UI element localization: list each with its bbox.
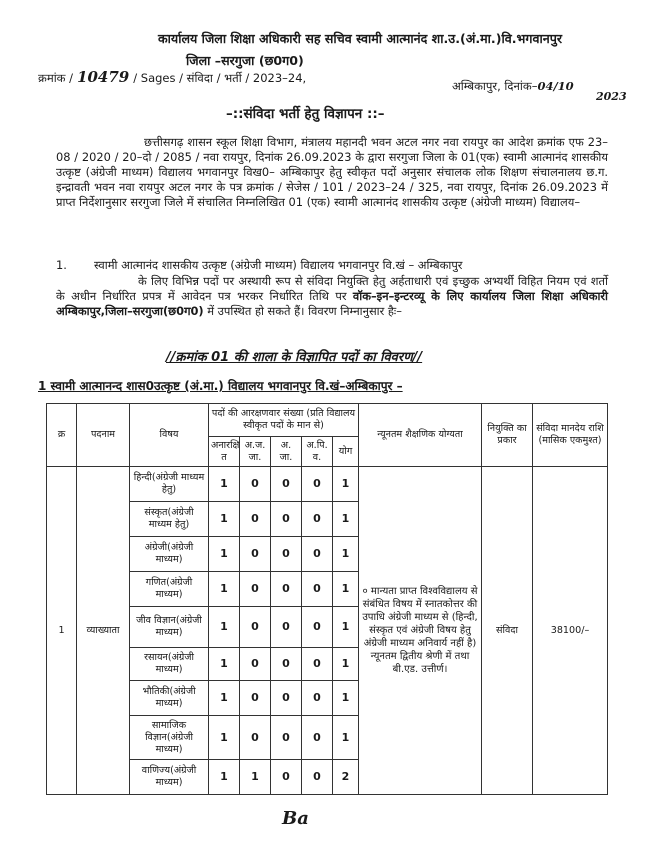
unreserved-cell: 1: [209, 681, 240, 716]
subject-cell: रसायन(अंग्रेजी माध्यम): [130, 648, 209, 681]
subject-cell: वाणिज्य(अंग्रेजी माध्यम): [130, 760, 209, 795]
honorarium-cell: 38100/–: [533, 467, 608, 795]
sc-cell: 0: [240, 607, 271, 648]
reference-number: 10479: [77, 68, 130, 86]
obc-cell: 0: [302, 607, 333, 648]
total-cell: 2: [333, 760, 359, 795]
st-cell: 0: [271, 648, 302, 681]
school-heading: 1 स्वामी आत्मानन्द शास0उत्कृष्ट (अं.मा.) विद्यालय भगवानपुर वि.खं–अम्बिकापुर –: [38, 379, 403, 393]
date-month: 10: [557, 79, 574, 93]
unreserved-cell: 1: [209, 716, 240, 760]
sc-cell: 0: [240, 648, 271, 681]
sc-cell: 0: [240, 572, 271, 607]
header-serial: क्र: [47, 404, 77, 467]
signature: Ba: [282, 808, 309, 829]
posts-table: [46, 403, 608, 795]
post-cell: व्याख्याता: [77, 467, 130, 795]
header-qualification: न्यूनतम शैक्षणिक योग्यता: [359, 404, 482, 467]
sc-cell: 0: [240, 537, 271, 572]
walkin-text-bold: वॉक–इन–इन्टरव्यू के लिए कार्यालय जिला शिक्षा अधिकारी अम्बिकापुर,जिला–सरगुजा(छ0ग0): [56, 288, 609, 318]
qualification-cell: [359, 467, 482, 795]
total-cell: 1: [333, 648, 359, 681]
appointment-type-cell: संविदा: [482, 467, 533, 795]
header-total: योग: [333, 437, 359, 467]
header-sc: अ.ज. जा.: [240, 437, 271, 467]
sc-cell: 0: [240, 467, 271, 502]
st-cell: 0: [271, 760, 302, 795]
date-line: अम्बिकापुर, दिनांक–04/10: [452, 79, 574, 93]
total-cell: 1: [333, 467, 359, 502]
walkin-text-part1: के लिए विभिन्न पदों पर अस्थायी रूप से संविदा नियुक्ति हेतु अर्हताधारी एवं इच्छुक अभ्यर्थी विहित नियम एवं शर्तो के अधीन निर्धारित प्रपत्र में आवेदन पत्र भरकर निर्धारित तिथि पर: [56, 274, 608, 303]
subject-cell: हिन्दी(अंग्रेजी माध्यम हेतु): [130, 467, 209, 502]
unreserved-cell: 1: [209, 760, 240, 795]
unreserved-cell: 1: [209, 648, 240, 681]
district-header: जिला –सरगुजा (छ0ग0): [186, 53, 304, 68]
st-cell: 0: [271, 607, 302, 648]
header-obc: अ.पि. व.: [302, 437, 333, 467]
walkin-text-part2: में उपस्थित हो सकते हैं। विवरण निम्नानुसार हैः–: [207, 303, 402, 318]
date-year: 2023: [596, 90, 627, 103]
advertisement-title: –::संविदा भर्ती हेतु विज्ञापन ::–: [226, 106, 385, 122]
unreserved-cell: 1: [209, 572, 240, 607]
obc-cell: 0: [302, 572, 333, 607]
header-subject: विषय: [130, 404, 209, 467]
obc-cell: 0: [302, 681, 333, 716]
subject-cell: सामाजिक विज्ञान(अंग्रेजी माध्यम): [130, 716, 209, 760]
unreserved-cell: 1: [209, 537, 240, 572]
st-cell: 0: [271, 716, 302, 760]
bullet-icon: ०: [362, 586, 368, 597]
header-reservation: पदों की आरक्षणवार संख्या (प्रति विद्यालय स्वीकृत पदों के मान से): [209, 404, 359, 437]
posts-details-heading: //क्रमांक 01 की शाला के विज्ञापित पदों का विवरण//: [166, 350, 423, 365]
serial-cell: 1: [47, 467, 77, 795]
header-honorarium: संविदा मानदेय राशि (मासिक एकमुश्त): [533, 404, 608, 467]
obc-cell: 0: [302, 760, 333, 795]
school-item-name: स्वामी आत्मानंद शासकीय उत्कृष्ट (अंग्रेजी माध्यम) विद्यालय भगवानपुर वि.खं – अम्बिकापुर: [94, 258, 463, 272]
subject-cell: जीव विज्ञान(अंग्रेजी माध्यम): [130, 607, 209, 648]
reference-line: [38, 68, 306, 86]
unreserved-cell: 1: [209, 502, 240, 537]
obc-cell: 0: [302, 467, 333, 502]
table-row: [47, 467, 608, 502]
header-st: अ. जा.: [271, 437, 302, 467]
school-item: [56, 258, 608, 273]
sc-cell: 0: [240, 502, 271, 537]
qualification-text: मान्यता प्राप्त विश्वविद्यालय से संबंधित विषय में स्नातकोत्तर की उपाधि अंग्रेजी माध्यम से (हिन्दी, संस्कृत एवं अंग्रेजी विषय हेतु अंग्रेजी माध्यम अनिवार्य नहीं है) न्यूनतम द्वितीय श्रेणी में तथा बी.एड. उत्तीर्ण।: [362, 586, 478, 675]
obc-cell: 0: [302, 502, 333, 537]
intro-paragraph-text: छत्तीसगढ़ शासन स्कूल शिक्षा विभाग, मंत्रालय महानदी भवन अटल नगर नवा रायपुर का आदेश क्रमांक एफ 23–08 / 2020 / 20–दो / 2085 / नवा रायपुर, दिनांक 26.09.2023 के द्वारा सरगुजा जिला के 01(एक) स्वामी आत्मानंद शासकीय उत्कृष्ट (अंग्रेजी माध्यम) विद्यालय भगवानपुर विख0– अम्बिकापुर हेतु स्वीकृत पदों अनुसार संचालक लोक शिक्षण संचालनालय छ.ग. इन्द्रावती भवन नवा रायपुर अटल नगर के पत्र क्रमांक / सेजेस / 101 / 2023–24 / 325, नवा रायपुर, दिनांक 26.09.2023 में प्राप्त निर्देशानुसार सरगुजा जिले में संचालित निम्नलिखित 01 (एक) स्वामी आत्मानंद शासकीय उत्कृष्ट (अंग्रेजी माध्यम) विद्यालय–: [56, 135, 608, 209]
intro-paragraph: [56, 135, 608, 210]
sc-cell: 0: [240, 681, 271, 716]
reference-rest: / Sages / संविदा / भर्ती / 2023–24,: [133, 71, 307, 85]
obc-cell: 0: [302, 648, 333, 681]
total-cell: 1: [333, 502, 359, 537]
st-cell: 0: [271, 681, 302, 716]
obc-cell: 0: [302, 716, 333, 760]
reference-prefix: क्रमांक /: [38, 71, 74, 85]
total-cell: 1: [333, 716, 359, 760]
office-header: कार्यालय जिला शिक्षा अधिकारी सह सचिव स्वामी आत्मानंद शा.उ.(अं.मा.)वि.भगवानपुर: [157, 31, 563, 46]
school-item-number: 1.: [56, 258, 67, 272]
subject-cell: गणित(अंग्रेजी माध्यम): [130, 572, 209, 607]
header-unreserved: अनारक्षि त: [209, 437, 240, 467]
st-cell: 0: [271, 502, 302, 537]
subject-cell: अंग्रेजी(अंग्रेजी माध्यम): [130, 537, 209, 572]
unreserved-cell: 1: [209, 607, 240, 648]
total-cell: 1: [333, 537, 359, 572]
obc-cell: 0: [302, 537, 333, 572]
unreserved-cell: 1: [209, 467, 240, 502]
total-cell: 1: [333, 607, 359, 648]
subject-cell: संस्कृत(अंग्रेजी माध्यम हेतु): [130, 502, 209, 537]
st-cell: 0: [271, 467, 302, 502]
place-date-label: अम्बिकापुर, दिनांक–: [452, 79, 538, 93]
st-cell: 0: [271, 572, 302, 607]
walkin-paragraph: [56, 274, 608, 319]
date-day: 04: [537, 79, 554, 93]
sc-cell: 1: [240, 760, 271, 795]
total-cell: 1: [333, 572, 359, 607]
st-cell: 0: [271, 537, 302, 572]
sc-cell: 0: [240, 716, 271, 760]
header-appointment-type: नियुक्ति का प्रकार: [482, 404, 533, 467]
subject-cell: भौतिकी(अंग्रेजी माध्यम): [130, 681, 209, 716]
total-cell: 1: [333, 681, 359, 716]
header-post: पदनाम: [77, 404, 130, 467]
